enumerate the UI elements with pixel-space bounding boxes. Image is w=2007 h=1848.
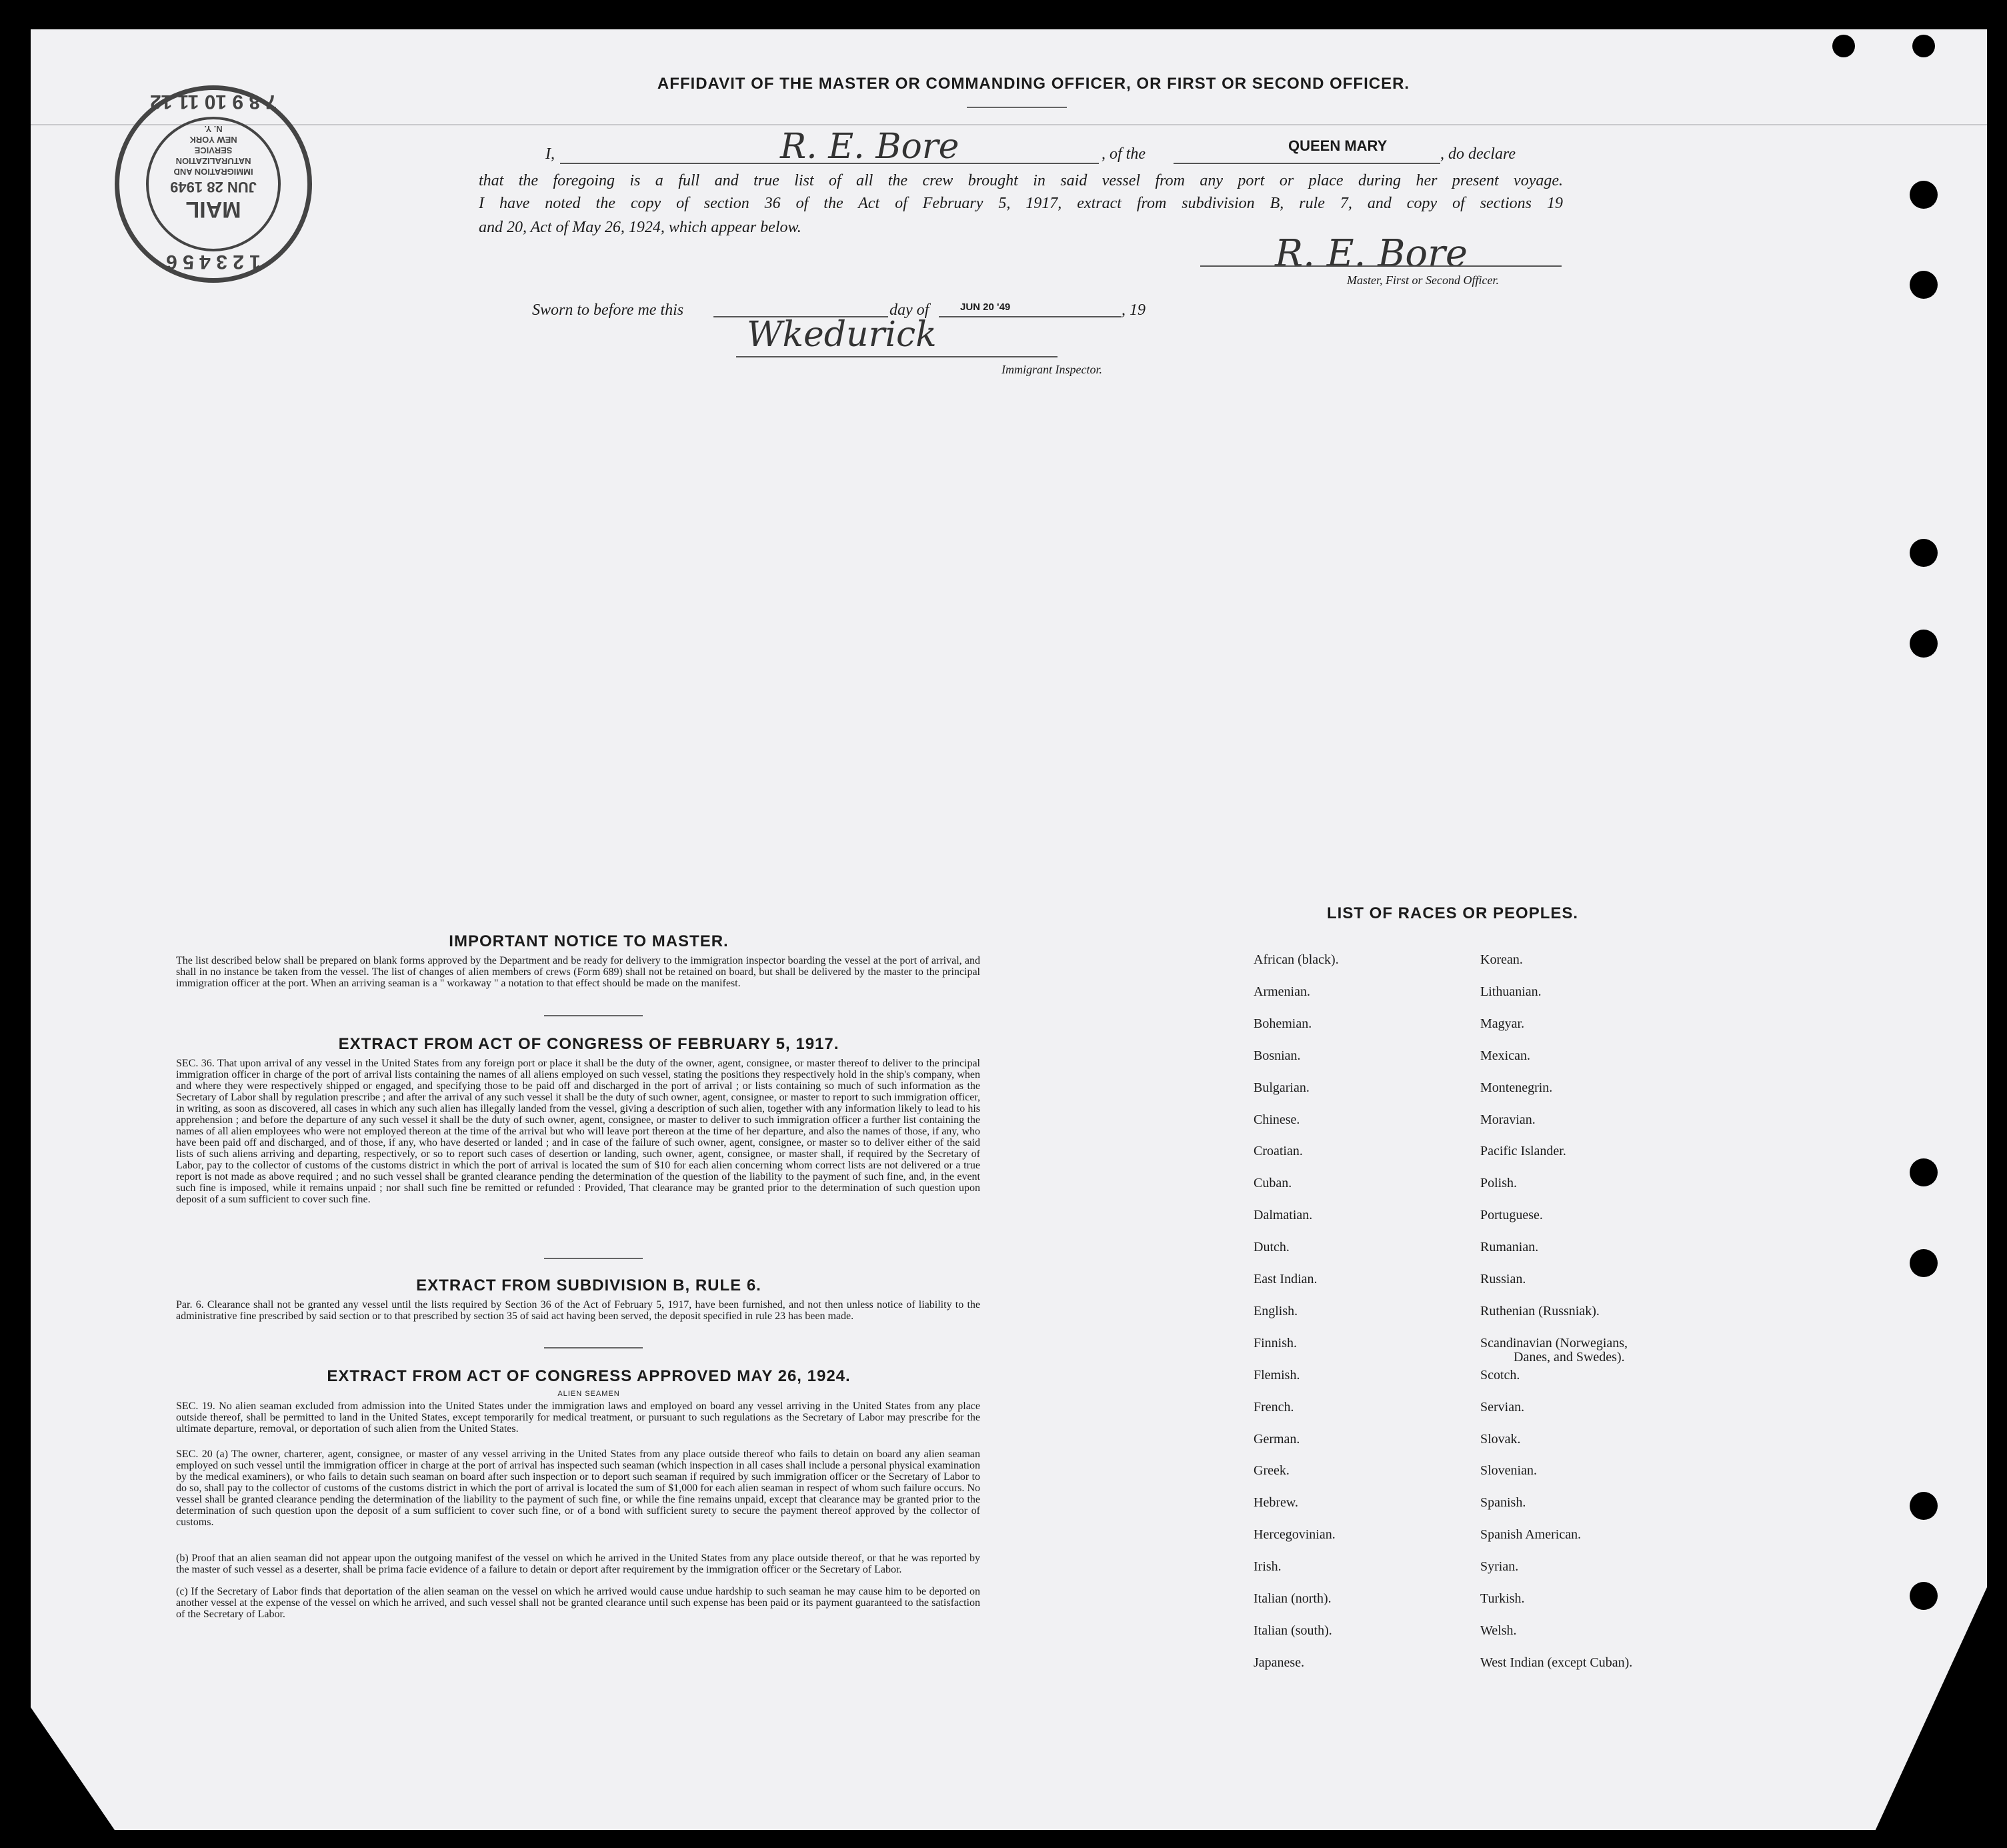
stamp-line1: IMMIGRATION AND <box>173 167 253 177</box>
punch-hole <box>1910 271 1938 299</box>
affidavit-body-line1: that the foregoing is a full and true list of all the crew brought in said vessel from any port or place during her present voyage. <box>479 172 1563 189</box>
race-item: Scotch. <box>1480 1367 1520 1382</box>
race-item: Bohemian. <box>1254 1016 1312 1031</box>
race-item: Welsh. <box>1480 1623 1517 1638</box>
race-item: African (black). <box>1254 952 1339 967</box>
day-of-label: day of <box>889 301 929 319</box>
race-item: Croatian. <box>1254 1144 1303 1159</box>
mail-stamp <box>115 85 312 283</box>
race-item: Chinese. <box>1254 1112 1300 1127</box>
stamp-line4: NEW YORK <box>189 135 237 145</box>
race-item: Polish. <box>1480 1176 1518 1191</box>
stamp-digits-top: 1 2 3 4 5 6 <box>166 251 261 273</box>
race-item: Lithuanian. <box>1480 984 1542 999</box>
i-label: I, <box>545 145 555 163</box>
race-item: Armenian. <box>1254 984 1310 999</box>
race-item: German. <box>1254 1431 1300 1447</box>
notice-title: IMPORTANT NOTICE TO MASTER. <box>449 932 729 950</box>
divider-2 <box>544 1258 643 1259</box>
stamp-digits-bottom: 7 8 9 10 11 12 <box>149 91 277 113</box>
races-title: LIST OF RACES OR PEOPLES. <box>1327 904 1579 922</box>
race-item: Spanish American. <box>1480 1527 1582 1543</box>
race-item: Dutch. <box>1254 1240 1290 1255</box>
race-item: Spanish. <box>1480 1495 1526 1511</box>
race-scandinavian-cont: Danes, and Swedes). <box>1514 1350 1625 1364</box>
race-item: West Indian (except Cuban). <box>1480 1655 1633 1670</box>
stamp-date: JUN 28 1949 <box>170 179 257 195</box>
extract-1917-title: EXTRACT FROM ACT OF CONGRESS OF FEBRUARY 5, 1917. <box>338 1035 839 1053</box>
race-item: East Indian. <box>1254 1272 1318 1286</box>
race-item: Syrian. <box>1480 1559 1519 1575</box>
race-item: Greek. <box>1254 1463 1290 1479</box>
title-underline <box>967 107 1067 108</box>
race-item: Dalmatian. <box>1254 1208 1313 1223</box>
master-signature: R. E. Bore <box>1275 232 1468 275</box>
vessel-name: QUEEN MARY <box>1288 137 1388 154</box>
race-item: Portuguese. <box>1480 1208 1543 1223</box>
master-caption: Master, First or Second Officer. <box>1347 273 1499 287</box>
punch-hole <box>1910 1582 1938 1610</box>
punch-hole <box>1910 1492 1938 1520</box>
race-item: Flemish. <box>1254 1367 1300 1382</box>
race-item: Irish. <box>1254 1559 1282 1575</box>
punch-hole <box>1912 35 1935 57</box>
stamp-line5: N. Y. <box>204 124 223 134</box>
notice-text: The list described below shall be prepared on blank forms approved by the Department and be ready for delivery to the immigration inspector boarding the vessel at the port of arrival, and shall in no instance be taken from the vessel. The list of changes of alien members of crews (Form 689) shall not be retained on board, but shall be delivered by the master to the principal immigration officer at the port. When an arriving seaman is a " workaway " a notation to that effect should be made on the manifest. <box>176 955 980 989</box>
affidavit-body-line2: I have noted the copy of section 36 of the Act of February 5, 1917, extract from subdivision B, rule 7, and copy of sections 19 <box>479 195 1563 212</box>
extract-1924-sec20a: SEC. 20 (a) The owner, charterer, agent, consignee, or master of any vessel arriving in the United States from any place outside thereof who fails to detain on board any alien seaman employed on such vessel until the immigration officer in charge at the port of arrival has inspected such seaman (which inspection in all cases shall include a personal physical examination by the medical examiners), or who fails to detain such seaman on board after such inspection or to deport such seaman if required by such immigration officer or the Secretary of Labor to do so, shall pay to the collector of customs of the customs district in which the port of arrival is located the sum of $1,000 for each alien seaman in respect of whom such failure occurs. No vessel shall be granted clearance pending the determination of the liability to the payment of such fine, or while the fine remains unpaid, except that clearance may be granted prior to the determination of such question upon the deposit of a sum sufficient to cover such fine, or of a bond with sufficient surety to secure the payment thereof approved by the collector of customs. <box>176 1449 980 1528</box>
date-stamp: JUN 20 '49 <box>960 301 1011 313</box>
extract-1924-sec20c: (c) If the Secretary of Labor finds that deportation of the alien seaman on the vessel on which he arrived would cause undue hardship to such seaman he may cause him to be deported on another vessel at the expense of the vessel on which he arrived, and such vessel shall not be granted clearance until such expense has been paid or its payment guaranteed to the satisfaction of the Secretary of Labor. <box>176 1586 980 1620</box>
race-item: Mexican. <box>1480 1048 1530 1063</box>
extract-1924-sec19: SEC. 19. No alien seaman excluded from admission into the United States under the immigration laws and employed on board any vessel arriving in the United States from any place outside thereof, shall be permitted to land in the United States, except temporarily for medical treatment, or pursuant to such regulations as the Secretary of Labor may prescribe for the ultimate departure, removal, or deportation of such alien from the United States. <box>176 1401 980 1435</box>
of-the-label: , of the <box>1102 145 1146 163</box>
race-item: Rumanian. <box>1480 1240 1539 1255</box>
race-item: English. <box>1254 1303 1298 1318</box>
race-item: Pacific Islander. <box>1480 1144 1566 1159</box>
race-item: Bulgarian. <box>1254 1080 1310 1095</box>
punch-hole <box>1910 1158 1938 1186</box>
affidavit-title: AFFIDAVIT OF THE MASTER OR COMMANDING OFFICER, OR FIRST OR SECOND OFFICER. <box>657 75 1410 93</box>
extract-1924-subtitle: ALIEN SEAMEN <box>557 1390 620 1398</box>
race-item: Scandinavian (Norwegians, <box>1480 1335 1628 1350</box>
subdivision-b-text: Par. 6. Clearance shall not be granted any vessel until the lists required by Section 36 of the Act of February 5, 1917, have been furnished, and not then unless notice of liability to the administrative fine prescribed by said section or to that prescribed by section 35 of said act having been served, the deposit specified in rule 23 has been made. <box>176 1299 980 1322</box>
punch-hole <box>1910 1249 1938 1277</box>
stamp-line2: NATURALIZATION <box>175 156 251 166</box>
race-item: Italian (north). <box>1254 1591 1332 1606</box>
race-item: Korean. <box>1480 952 1523 967</box>
race-item: Italian (south). <box>1254 1623 1332 1638</box>
sworn-label: Sworn to before me this <box>532 301 684 319</box>
divider-3 <box>544 1347 643 1348</box>
race-item: Turkish. <box>1480 1591 1525 1606</box>
inspector-caption: Immigrant Inspector. <box>1001 363 1102 376</box>
race-item: Slovak. <box>1480 1431 1521 1447</box>
inspector-signature: Wkedurick <box>747 315 937 355</box>
punch-hole <box>1910 539 1938 567</box>
stamp-mail: MAIL <box>185 197 241 222</box>
signer-signature: R. E. Bore <box>780 127 959 167</box>
punch-hole <box>1910 181 1938 209</box>
divider-1 <box>544 1015 643 1016</box>
race-item: Montenegrin. <box>1480 1080 1553 1095</box>
race-item: Hebrew. <box>1254 1495 1299 1511</box>
race-item: Magyar. <box>1480 1016 1525 1031</box>
punch-hole <box>1910 630 1938 658</box>
race-item: Bosnian. <box>1254 1048 1301 1063</box>
race-item: Cuban. <box>1254 1176 1292 1191</box>
stamp-line3: SERVICE <box>194 145 233 155</box>
vessel-line <box>1174 163 1440 164</box>
race-item: Moravian. <box>1480 1112 1536 1127</box>
year-prefix: , 19 <box>1122 301 1146 319</box>
race-item: Japanese. <box>1254 1655 1305 1670</box>
race-item: Slovenian. <box>1480 1463 1537 1479</box>
race-item: Finnish. <box>1254 1335 1298 1350</box>
extract-1917-text: SEC. 36. That upon arrival of any vessel in the United States from any foreign port or place it shall be the duty of the owner, agent, consignee, or master thereof to deliver to the principal immigration officer in charge of the port of arrival lists containing the names of all aliens employed on such vessel, stating the positions they respectively hold in the ship's company, when and where they were respectively shipped or engaged, and specifying those to be paid off and discharged in the port of arrival ; or lists containing so much of such information as the Secretary of Labor shall by regulation prescribe ; and after the arrival of any such vessel it shall be the duty of such owner, agent, consignee, or master to report to such immigration officer, in writing, as soon as discovered, all cases in which any such alien has illegally landed from the vessel, giving a description of such alien, together with any information likely to lead to his apprehension ; and before the departure of any such vessel it shall be the duty of such owner, agent, consignee, or master to deliver to such immigration officer a further list containing the names of all alien employees who were not employed thereon at the time of the arrival but who will leave port thereon at the time of her departure, and also the names of those, if any, who have been paid off and discharged, and of those, if any, who have deserted or landed ; and in case of the failure of such owner, agent, consignee, or master so to deliver either of the said lists of such aliens arriving and departing, respectively, or so to report such cases of desertion or landing, such owner, agent, consignee, or master shall, if required by the Secretary of Labor, pay to the collector of customs of the customs district in which the port of arrival is located the sum of $10 for each alien concerning whom correct lists are not delivered or a true report is not made as above required ; and no such vessel shall be granted clearance pending the determination of the question of the liability to the payment of such fine, and, in the event such fine is imposed, while it remains unpaid ; nor shall such fine be remitted or refunded : Provided, That clearance may be granted prior to the determination of such question upon deposit of a sum sufficient to cover such fine. <box>176 1058 980 1205</box>
extract-1924-title: EXTRACT FROM ACT OF CONGRESS APPROVED MAY 26, 1924. <box>327 1367 851 1385</box>
punch-hole <box>1832 35 1855 57</box>
extract-1924-sec20b: (b) Proof that an alien seaman did not appear upon the outgoing manifest of the vessel on which he arrived in the United States from any place outside thereof, or that he was reported by the master of such vessel as a deserter, shall be prima facie evidence of a failure to detain or deport after requirement by the immigration officer or the Secretary of Labor. <box>176 1553 980 1575</box>
subdivision-b-title: EXTRACT FROM SUBDIVISION B, RULE 6. <box>416 1276 761 1294</box>
corner-cut-bottom-left <box>31 1707 117 1834</box>
sworn-date-line <box>939 316 1122 317</box>
race-item: Servian. <box>1480 1399 1525 1415</box>
affidavit-body-line3: and 20, Act of May 26, 1924, which appear below. <box>479 219 801 236</box>
race-item: Russian. <box>1480 1272 1526 1286</box>
inspector-line <box>736 356 1058 357</box>
corner-cut-bottom-right <box>1874 1587 1987 1834</box>
do-declare-label: , do declare <box>1440 145 1516 163</box>
race-item: French. <box>1254 1399 1294 1415</box>
master-signature-line <box>1200 265 1562 267</box>
bleed-line <box>31 124 1987 125</box>
race-item: Hercegovinian. <box>1254 1527 1336 1543</box>
race-item: Ruthenian (Russniak). <box>1480 1303 1600 1318</box>
